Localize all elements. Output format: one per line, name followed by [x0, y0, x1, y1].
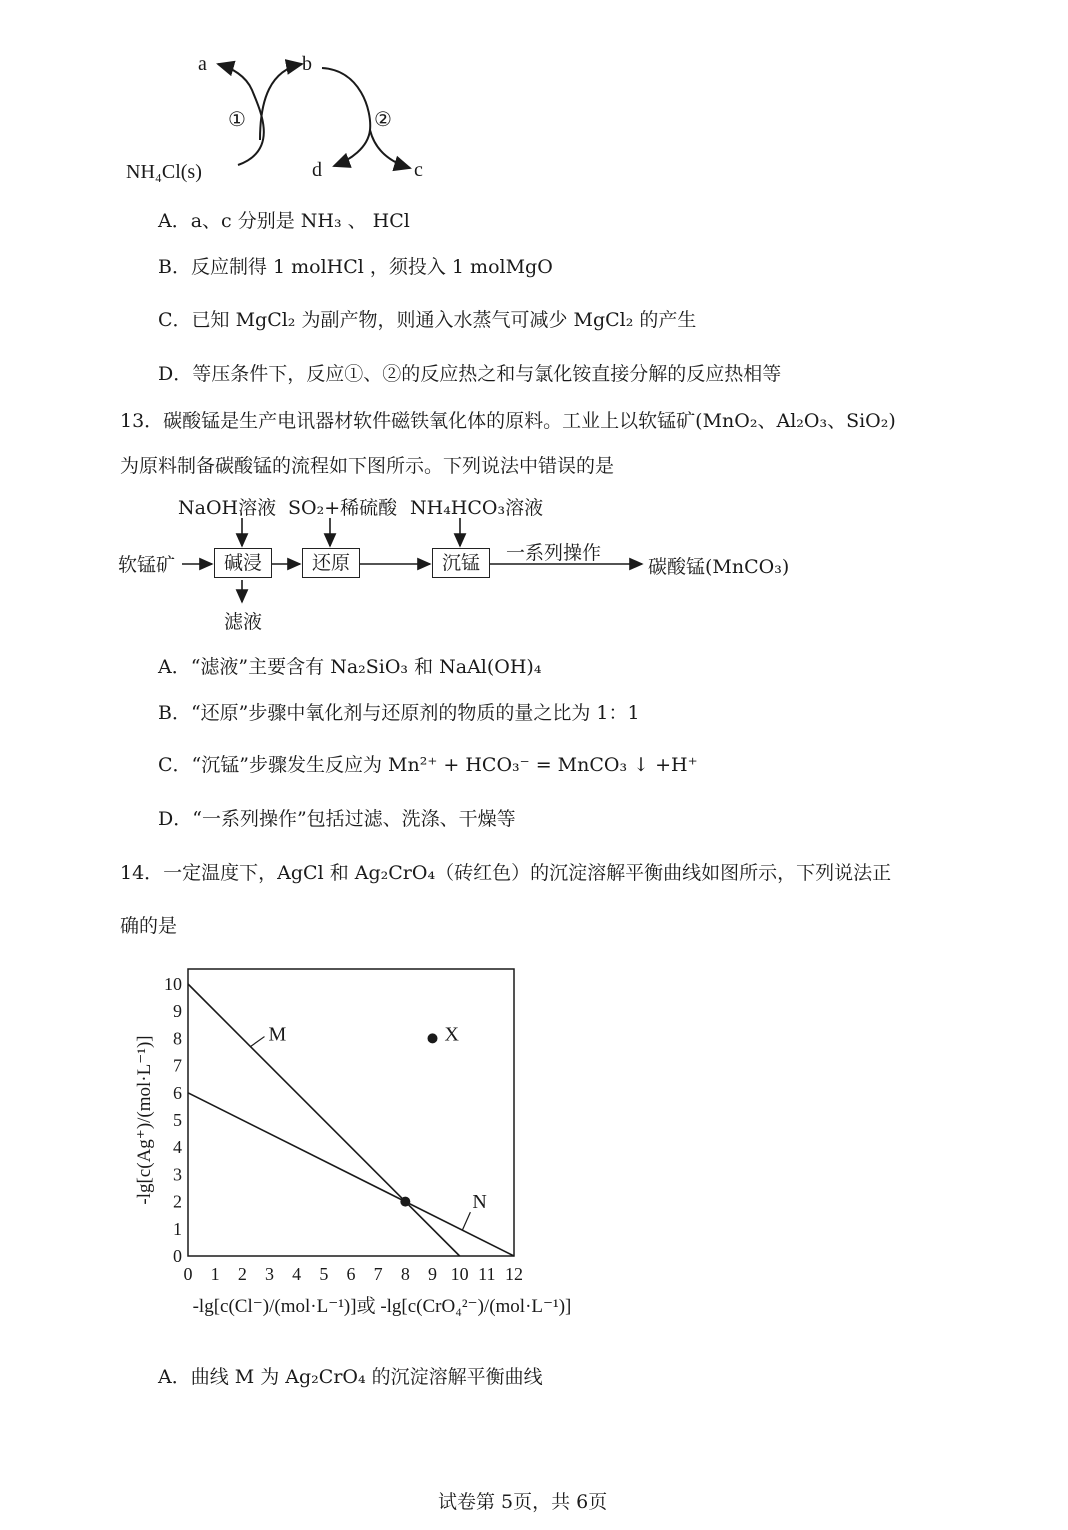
x-tick-label: 4 [292, 1264, 302, 1284]
q12-option-c: C．已知 MgCl₂ 为副产物，则通入水蒸气可减少 MgCl₂ 的产生 [158, 309, 697, 331]
q12-option-b: B．反应制得 1 molHCl ，须投入 1 molMgO [158, 256, 553, 278]
q13-stem-line2: 为原料制备碳酸锰的流程如下图所示。下列说法中错误的是 [120, 455, 615, 477]
q13-option-d: D．“一系列操作”包括过滤、洗涤、干燥等 [158, 808, 516, 830]
x-tick-label: 10 [450, 1264, 469, 1284]
y-tick-label: 10 [164, 974, 182, 994]
flow-reagent-naoh: NaOH溶液 [178, 497, 277, 519]
label-a: a [198, 53, 207, 75]
x-tick-label: 6 [346, 1264, 356, 1284]
q13-option-c: C．“沉锰”步骤发生反应为 Mn²⁺ + HCO₃⁻ = MnCO₃ ↓ +H⁺ [158, 754, 698, 776]
y-tick-label: 4 [173, 1137, 182, 1158]
y-axis-label: -lg[c(Ag⁺)/(mol·L⁻¹)] [134, 1035, 155, 1205]
series-line-M [188, 984, 460, 1256]
page-footer: 试卷第 5页，共 6页 [438, 1491, 608, 1513]
x-tick-label: 3 [265, 1264, 274, 1284]
x-tick-label: 2 [237, 1264, 247, 1284]
flow-filtrate: 滤液 [224, 611, 263, 633]
x-tick-label: 8 [400, 1264, 410, 1284]
series-n-leader [462, 1212, 470, 1230]
step2-marker: ② [374, 109, 392, 131]
flow-step-alkali-leach: 碱浸 [214, 548, 272, 578]
reactant-label: NH₄Cl(s) [126, 161, 202, 183]
series-line-N [188, 1093, 514, 1256]
x-tick-label: 0 [183, 1264, 193, 1284]
q14-option-a: A．曲线 M 为 Ag₂CrO₄ 的沉淀溶解平衡曲线 [158, 1366, 543, 1388]
label-c: c [414, 159, 423, 181]
y-tick-label: 9 [173, 1001, 182, 1022]
label-d: d [312, 159, 322, 181]
y-tick-label: 3 [173, 1164, 182, 1185]
flow-step-mn-precipitation: 沉锰 [432, 548, 490, 578]
x-tick-label: 5 [319, 1264, 329, 1284]
q13-stem-line1: 13．碳酸锰是生产电讯器材软件磁铁氧化体的原料。工业上以软锰矿(MnO₂、Al₂O₃、SiO₂) [120, 410, 896, 432]
q14-stem-line1: 14．一定温度下，AgCl 和 Ag₂CrO₄（砖红色）的沉淀溶解平衡曲线如图所示，下列说法正 [120, 862, 892, 884]
cycle-diagram [120, 40, 440, 190]
y-tick-label: 5 [173, 1110, 182, 1130]
step1-marker: ① [228, 109, 246, 131]
flow-start: 软锰矿 [118, 554, 176, 576]
solubility-chart [120, 960, 620, 1330]
data-point [400, 1197, 410, 1207]
y-tick-label: 8 [173, 1028, 182, 1049]
y-tick-label: 7 [173, 1055, 182, 1076]
series-n-label: N [472, 1191, 487, 1214]
y-tick-label: 2 [173, 1191, 182, 1212]
flow-reagent-so2: SO₂+稀硫酸 [288, 497, 398, 519]
data-point-X [428, 1033, 438, 1043]
q14-stem-line2: 确的是 [120, 915, 178, 937]
x-tick-label: 1 [210, 1264, 220, 1284]
point-label-X: X [444, 1023, 459, 1046]
label-b: b [302, 53, 312, 75]
x-tick-label: 12 [505, 1264, 523, 1284]
flow-reagent-nh4hco3: NH₄HCO₃溶液 [410, 497, 544, 519]
y-tick-label: 0 [173, 1246, 182, 1266]
q12-option-d: D．等压条件下，反应①、②的反应热之和与氯化铵直接分解的反应热相等 [158, 363, 782, 385]
series-m-leader [250, 1037, 264, 1047]
x-tick-label: 11 [478, 1264, 496, 1284]
flow-series-ops: 一系列操作 [506, 542, 602, 564]
series-m-label: M [268, 1023, 287, 1046]
q13-option-a: A．“滤液”主要含有 Na₂SiO₃ 和 NaAl(OH)₄ [158, 656, 542, 678]
x-axis-label: -lg[c(Cl⁻)/(mol·L⁻¹)]或 -lg[c(CrO₄²⁻)/(mol·L⁻¹)] [192, 1296, 572, 1317]
flow-product: 碳酸锰(MnCO₃) [648, 556, 790, 578]
y-tick-label: 1 [173, 1218, 182, 1239]
flow-step-reduction: 还原 [302, 548, 360, 578]
y-tick-label: 6 [173, 1082, 182, 1103]
chart-frame [188, 969, 514, 1256]
x-tick-label: 7 [373, 1264, 383, 1284]
q12-option-a: A．a、c 分别是 NH₃ 、 HCl [158, 210, 410, 232]
q13-option-b: B．“还原”步骤中氧化剂与还原剂的物质的量之比为 1：1 [158, 702, 640, 724]
x-tick-label: 9 [428, 1264, 437, 1284]
